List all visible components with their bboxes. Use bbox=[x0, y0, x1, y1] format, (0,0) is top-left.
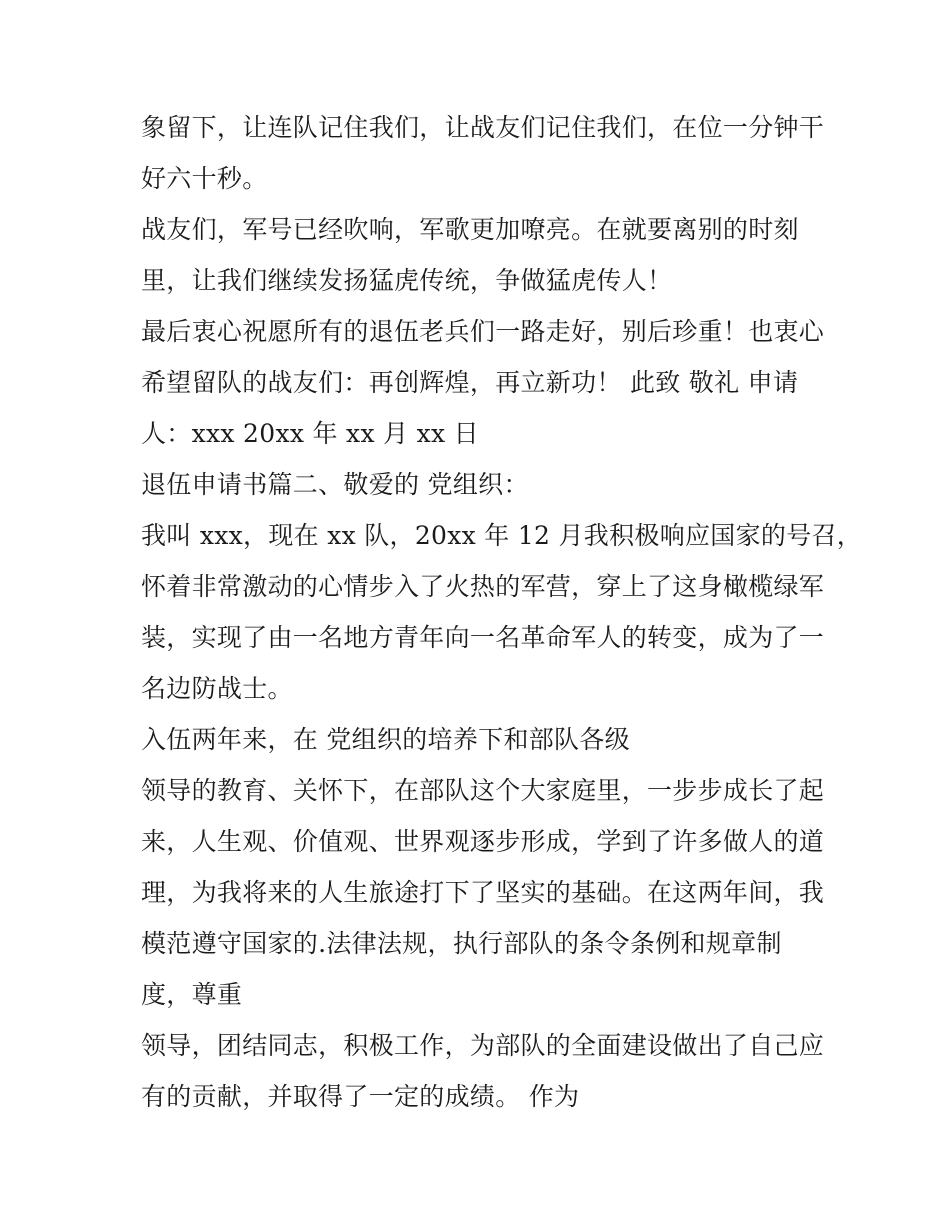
text-line: 领导，团结同志，积极工作，为部队的全面建设做出了自己应 bbox=[141, 1031, 825, 1060]
text-line: 我叫 xxx，现在 xx 队，20xx 年 12 月我积极响应国家的号召， bbox=[141, 521, 863, 550]
text-line: 来，人生观、价值观、世界观逐步形成，学到了许多做人的道 bbox=[141, 827, 825, 856]
document-body bbox=[141, 102, 863, 1122]
text-line: 象留下，让连队记住我们，让战友们记住我们，在位一分钟干 bbox=[141, 113, 825, 142]
text-line: 名边防战士。 bbox=[141, 674, 293, 703]
text-line: 最后衷心祝愿所有的退伍老兵们一路走好，别后珍重！也衷心 bbox=[141, 317, 825, 346]
text-line: 里，让我们继续发扬猛虎传统，争做猛虎传人！ bbox=[141, 266, 673, 295]
text-line: 领导的教育、关怀下，在部队这个大家庭里，一步步成长了起 bbox=[141, 776, 825, 805]
text-line: 理，为我将来的人生旅途打下了坚实的基础。在这两年间，我 bbox=[141, 878, 825, 907]
text-line: 有的贡献，并取得了一定的成绩。 作为 bbox=[141, 1082, 580, 1111]
text-line: 装，实现了由一名地方青年向一名革命军人的转变，成为了一 bbox=[141, 623, 825, 652]
text-line: 战友们，军号已经吹响，军歌更加嘹亮。在就要离别的时刻 bbox=[141, 215, 799, 244]
text-line: 好六十秒。 bbox=[141, 164, 268, 193]
text-line: 入伍两年来，在 党组织的培养下和部队各级 bbox=[141, 725, 630, 754]
text-line: 希望留队的战友们：再创辉煌，再立新功！ 此致 敬礼 申请 bbox=[141, 368, 799, 397]
text-line: 模范遵守国家的.法律法规，执行部队的条令条例和规章制 bbox=[141, 929, 782, 958]
text-line: 度，尊重 bbox=[141, 980, 243, 1009]
text-line: 人：xxx 20xx 年 xx 月 xx 日 bbox=[141, 419, 479, 448]
section-heading: 退伍申请书篇二、敬爱的 党组织： bbox=[141, 470, 529, 499]
text-line: 怀着非常激动的心情步入了火热的军营，穿上了这身橄榄绿军 bbox=[141, 572, 825, 601]
